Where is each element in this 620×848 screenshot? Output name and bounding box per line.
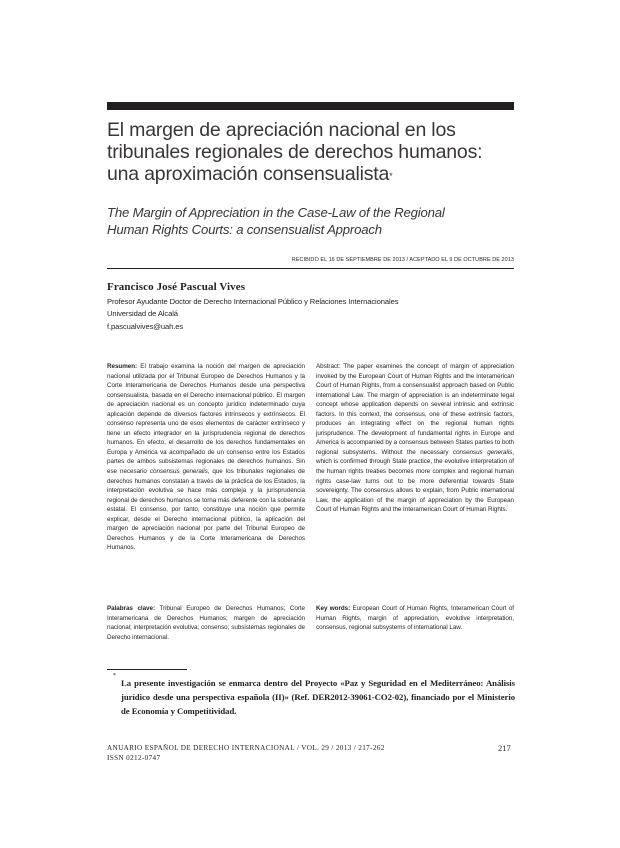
abstract-english-italic: consensus generalis [453, 448, 513, 456]
keywords-spanish-label: Palabras clave: [107, 605, 156, 612]
author-position: Profesor Ayudante Doctor de Derecho Internacional Público y Relaciones Internacionales [107, 297, 399, 306]
abstract-english-text-b: , which is confirmed through State practice, the evolutive interpretation of the human rights treaties becomes more complex and regional human rights case-law turns out to be more deferential towards State sovereignty. The consensus allows to explain, from Public international Law, the application of the margin of appreciation by the European Court of Human Rights and the Interamerican Court of Human Rights. [316, 448, 514, 514]
title-line-2: tribunales regionales de derechos humanos: [107, 141, 483, 163]
keywords-spanish-text: Tribunal Europeo de Derechos Humanos; Corte Interamericana de Derechos Humanos; margen de apreciación nacional; interpretación evolutiva; consenso; subsistemas regionales de Derecho internacional. [107, 605, 305, 641]
abstract-spanish [107, 362, 305, 553]
author-affiliation [107, 296, 517, 333]
subtitle-line-2: Human Rights Courts: a consensualist Approach [107, 222, 382, 237]
author-email[interactable]: f.pascualvives@uah.es [107, 321, 184, 331]
author-university: Universidad de Alcalá [107, 309, 178, 319]
page-number: 217 [498, 743, 511, 753]
author-name: Francisco José Pascual Vives [107, 281, 246, 293]
keywords-english-label: Key words: [316, 605, 351, 612]
footnote-text: La presente investigación se enmarca dentro del Proyecto «Paz y Seguridad en el Mediterráneo: Análisis jurídico desde una perspectiva española (II)» (Ref. DER2012-39061-CO2-02), financiado por el Ministerio de Economía y Competitividad. [121, 678, 515, 716]
header-divider [107, 268, 514, 269]
abstract-english-text-a: Abstract: The paper examines the concept of margin of appreciation invoked by the European Court of Human Rights and the Interamerican Court of Human Rights, from a consensualist approach based on Public international Law. The margin of appreciation is an indeterminate legal concept whose application depends on several intrinsic and extrinsic factors. In this context, the consensus, one of these extrinsic factors, produces an integrating effect on the regional human rights jurisprudence. The development of fundamental rights in Europe and America is accompanied by a consensus between States parties to both regional subsystems. Without the necessary [316, 363, 514, 456]
keywords-english [316, 604, 514, 633]
keywords-spanish [107, 604, 305, 642]
article-subtitle-english [107, 204, 512, 238]
keywords-english-text: European Court of Human Rights, Interamerican Court of Human Rights, margin of appreciation, evolutive interpretation, consensus, regional subsystems of international Law. [316, 605, 515, 632]
abstract-spanish-text-b: , que los tribunales regionales de derechos humanos constatan a través de la práctica de los Estados, la interpretación evolutiva se hace más compleja y la jurisprudencia regional de derechos humanos se torna más deferente con la soberanía estatal. El consenso, por tanto, constituye una noción que permite explicar, desde el Derecho internacional público, la aplicación del margen de apreciación nacional por parte del Tribunal Europeo de Derechos Humanos y de la Corte Interamericana de Derechos Humanos. [107, 468, 305, 552]
abstract-spanish-italic: consensus generalis [149, 468, 208, 476]
top-rule [107, 102, 514, 110]
article-title [107, 119, 517, 185]
footnote-divider [107, 669, 187, 670]
footnote-marker: * [113, 673, 116, 679]
title-footnote-marker[interactable]: * [389, 171, 393, 181]
title-line-1: El margen de apreciación nacional en los [107, 119, 456, 141]
journal-issn: ISSN 0212-0747 [107, 754, 161, 762]
abstract-spanish-label: Resumen: [107, 363, 138, 370]
title-line-3: una aproximación consensualista [107, 163, 390, 185]
abstract-spanish-text-a: El trabajo examina la noción del margen de apreciación nacional utilizada por el Tribunal Europeo de Derechos Humanos y la Corte Interamericana de Derechos Humanos desde una perspectiva consensualista, basada en el Derecho internacional público. El margen de apreciación nacional es un concepto jurídico indeterminado cuya aplicación depende de diversos factores intrínsecos y extrínsecos. El consenso representa uno de esos elementos de carácter extrínseco y tiene un efecto integrador en la jurisprudencia regional de derechos humanos. En efecto, el desarrollo de los derechos fundamentales en Europa y América va acompañado de un consenso entre los Estados partes de ambos subsistemas regionales de derechos humanos. Sin ese necesario [107, 363, 305, 476]
received-accepted-dates: RECIBIDO EL 16 DE SEPTIEMBRE DE 2013 / ACEPTADO EL 9 DE OCTUBRE DE 2013 [291, 257, 514, 263]
abstract-english [316, 362, 514, 515]
journal-citation: ANUARIO ESPAÑOL DE DERECHO INTERNACIONAL / VOL. 29 / 2013 / 217-262 [107, 744, 385, 752]
subtitle-line-1: The Margin of Appreciation in the Case-Law of the Regional [107, 205, 445, 220]
